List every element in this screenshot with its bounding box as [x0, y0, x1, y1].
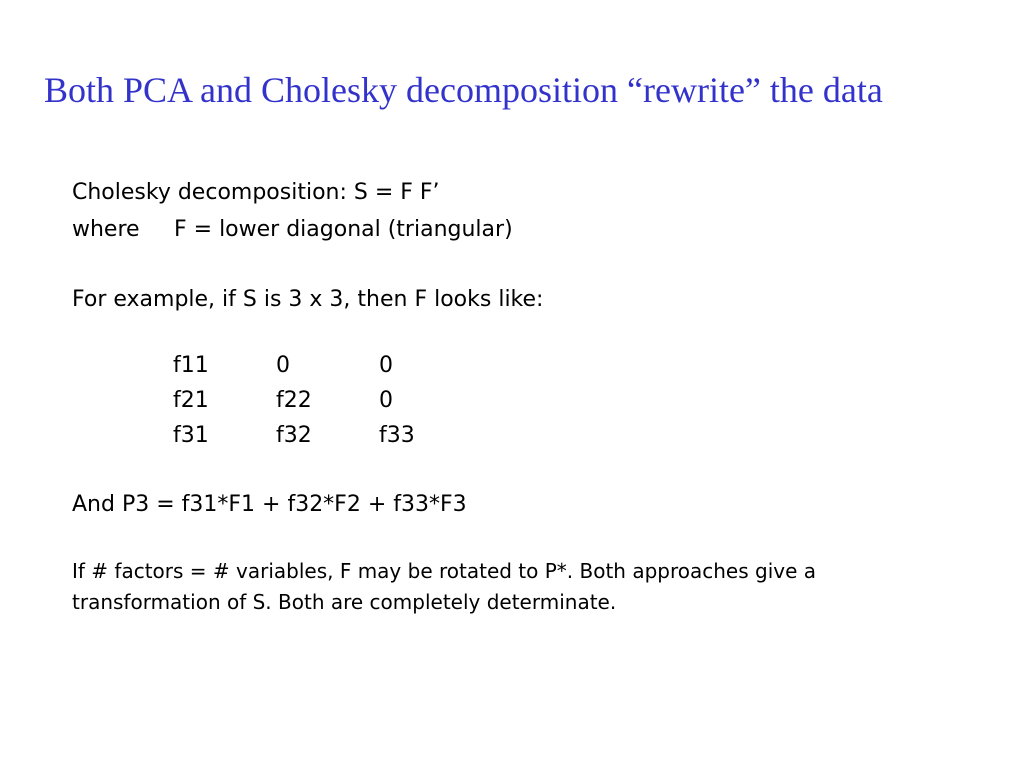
matrix-row — [173, 349, 482, 383]
matrix-cell: 0 — [379, 388, 393, 413]
definition-line: Cholesky decomposition: S = F F’ — [72, 180, 440, 205]
matrix-cell: f32 — [276, 423, 312, 448]
matrix-cell: 0 — [379, 353, 393, 378]
slide-title: Both PCA and Cholesky decomposition “rewrite” the data — [44, 70, 883, 110]
matrix-cell: f21 — [173, 388, 209, 413]
equation-line: And P3 = f31*F1 + f32*F2 + f33*F3 — [72, 492, 467, 517]
example-intro: For example, if S is 3 x 3, then F looks like: — [72, 287, 544, 312]
where-text: F = lower diagonal (triangular) — [174, 217, 513, 242]
where-line — [72, 213, 513, 247]
matrix-cell: 0 — [276, 353, 290, 378]
matrix-cell: f31 — [173, 423, 209, 448]
where-label: where — [72, 217, 140, 242]
matrix-row — [173, 384, 482, 418]
matrix-cell: f11 — [173, 353, 209, 378]
matrix-cell: f33 — [379, 423, 415, 448]
matrix-row — [173, 419, 482, 453]
matrix-cell: f22 — [276, 388, 312, 413]
note-line-2: transformation of S. Both are completely determinate. — [72, 590, 617, 614]
note-line-1: If # factors = # variables, F may be rotated to P*. Both approaches give a — [72, 559, 817, 583]
